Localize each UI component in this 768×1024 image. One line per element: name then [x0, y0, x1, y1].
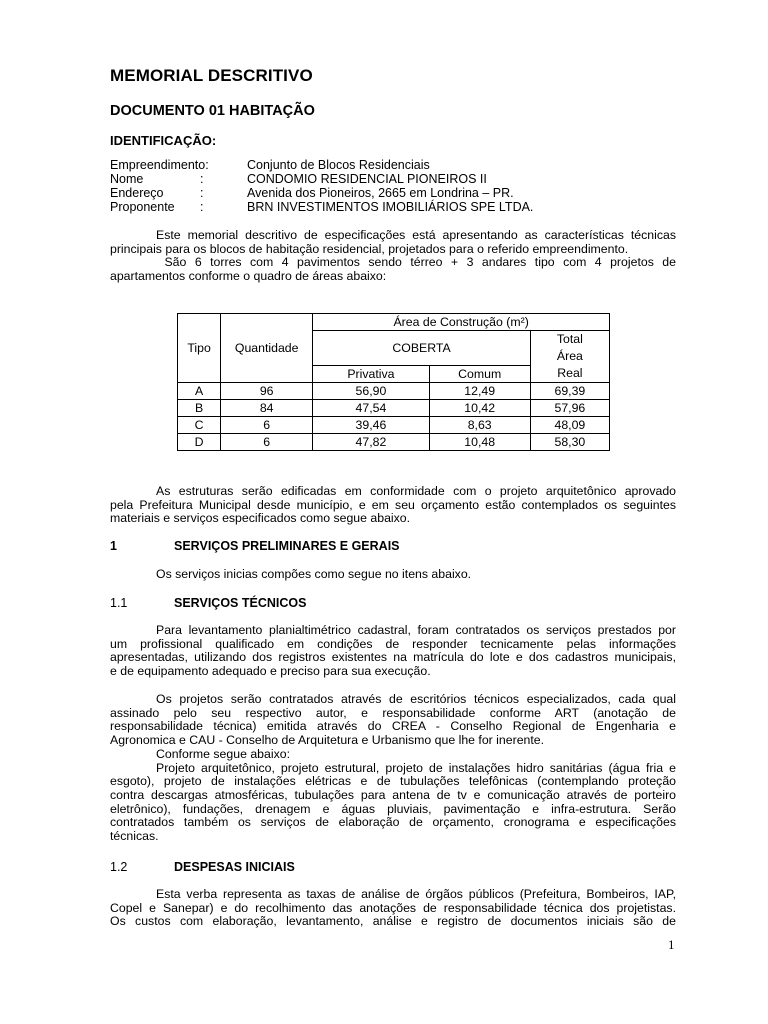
section-1-text: [110, 568, 676, 582]
header-coberta: COBERTA: [313, 331, 530, 366]
id-value: Avenida dos Pioneiros, 2665 em Londrina – PR.: [247, 186, 514, 200]
table-row: [178, 417, 610, 434]
cell-privativa: 47,54: [313, 400, 429, 417]
text-line: e de equipamento adequado e preciso para sua execução.: [110, 664, 431, 679]
cell-tipo: D: [178, 434, 221, 451]
cell-privativa: 47,82: [313, 434, 429, 451]
id-value: BRN INVESTIMENTOS IMOBILIÁRIOS SPE LTDA.: [247, 200, 534, 214]
text-line: Os serviços inicias compões como segue no itens abaixo.: [156, 567, 472, 581]
text-line: técnicas.: [110, 829, 159, 844]
section-number: 1.2: [110, 860, 128, 874]
page-number: 1: [668, 937, 675, 952]
id-colon: :: [200, 172, 204, 186]
table-row: [178, 400, 610, 417]
cell-tipo: C: [178, 417, 221, 434]
text-line: Para levantamento planialtimétrico cadastral, foram contratados os serviços prestados por: [156, 623, 676, 637]
header-privativa: Privativa: [313, 366, 429, 383]
cell-total: 57,96: [530, 400, 609, 417]
text-line: As estruturas serão edificadas em conformidade com o projeto arquitetônico aprovado: [156, 484, 676, 498]
cell-total: 48,09: [530, 417, 609, 434]
structures-paragraph: [110, 485, 676, 526]
text-line: um profissional qualificado em condições de responder tecnicamente pelas informações: [110, 636, 676, 651]
cell-quantidade: 96: [221, 383, 313, 400]
cell-comum: 10,48: [429, 434, 530, 451]
text-line: Conforme segue abaixo:: [156, 746, 290, 761]
id-colon: :: [200, 200, 204, 214]
text-line: apresentadas, utilizando dos registros existentes na matrícula do lote e dos cadastros municipais,: [110, 650, 676, 665]
intro-paragraph: [110, 229, 676, 284]
cell-privativa: 39,46: [313, 417, 429, 434]
id-value: Conjunto de Blocos Residenciais: [247, 158, 430, 172]
header-quantidade: Quantidade: [221, 314, 313, 383]
cell-quantidade: 84: [221, 400, 313, 417]
text-line: Copel e Sanepar) e do recolhimento das anotações de responsabilidade técnica dos projetistas.: [110, 900, 676, 915]
text-line: assinado pelo seu respectivo autor, e responsabilidade conforme ART (anotação de: [110, 705, 676, 720]
table-row: [178, 434, 610, 451]
text-line: Os custos com elaboração, levantamento, análise e registro de documentos iniciais são de: [110, 914, 676, 929]
table-row: [178, 383, 610, 400]
text-line: contratados também os serviços de elaboração de orçamento, cronograma e especificações: [110, 815, 676, 830]
text-line: Projeto arquitetônico, projeto estrutural, projeto de instalações hidro sanitárias (água fria e: [156, 760, 676, 775]
text-line: principais para os blocos de habitação residencial, projetados para o referido empreendimento.: [110, 241, 629, 256]
text-line: apartamentos conforme o quadro de áreas abaixo:: [110, 269, 387, 284]
document-subtitle: DOCUMENTO 01 HABITAÇÃO: [110, 103, 315, 119]
text-line: responsabilidade técnica) emitida através do CREA - Conselho Regional de Engenharia e: [110, 719, 676, 734]
section-title: SERVIÇOS PRELIMINARES E GERAIS: [174, 539, 400, 553]
cell-quantidade: 6: [221, 417, 313, 434]
section-1-1-paragraph-1: [110, 624, 676, 679]
area-table: [177, 313, 610, 451]
cell-tipo: B: [178, 400, 221, 417]
cell-comum: 12,49: [429, 383, 530, 400]
id-label: Nome: [110, 172, 144, 186]
text-line: pela Prefeitura Municipal desde município, e em seu orçamento estão contemplados os seguintes: [110, 497, 676, 512]
text-line: Esta verba representa as taxas de análise de órgãos públicos (Prefeitura, Bombeiros, IAP,: [156, 887, 676, 901]
header-total: Total Área Real: [530, 331, 609, 383]
id-label: Endereço: [110, 186, 164, 200]
text-line: Os projetos serão contratados através de escritórios técnicos especializados, cada qual: [156, 692, 676, 706]
cell-comum: 8,63: [429, 417, 530, 434]
identification-heading: IDENTIFICAÇÃO:: [110, 133, 217, 148]
document-title: MEMORIAL DESCRITIVO: [110, 66, 313, 85]
section-1-1-paragraph-2: [110, 693, 676, 844]
cell-privativa: 56,90: [313, 383, 429, 400]
section-number: 1: [110, 539, 117, 553]
id-label: Empreendimento:: [110, 158, 209, 172]
section-1-2-paragraph: [110, 888, 676, 929]
cell-total: 69,39: [530, 383, 609, 400]
text-line: Este memorial descritivo de especificações está apresentando as características técnicas: [156, 228, 676, 242]
id-colon: :: [200, 186, 204, 200]
section-number: 1.1: [110, 596, 128, 610]
cell-total: 58,30: [530, 434, 609, 451]
text-line: esgoto), projeto de instalações elétricas e de tubulações telefônicas (contemplando proteção: [110, 774, 676, 789]
id-label: Proponente: [110, 200, 175, 214]
section-title: SERVIÇOS TÉCNICOS: [174, 596, 307, 610]
section-title: DESPESAS INICIAIS: [174, 860, 295, 874]
cell-tipo: A: [178, 383, 221, 400]
id-value: CONDOMIO RESIDENCIAL PIONEIROS II: [247, 172, 487, 186]
text-line: Agronomica e CAU - Conselho de Arquitetura e Urbanismo que lhe for inerente.: [110, 733, 545, 748]
text-line: materiais e serviços especificados como segue abaixo.: [110, 511, 411, 526]
text-line: contra descargas atmosféricas, tubulações para antena de tv e comunicação através de porteiro: [110, 787, 676, 802]
cell-quantidade: 6: [221, 434, 313, 451]
header-comum: Comum: [429, 366, 530, 383]
text-line: eletrônico), fundações, drenagem e águas pluviais, pavimentação e infra-estrutura. Serão: [110, 801, 676, 816]
header-tipo: Tipo: [178, 314, 221, 383]
text-line: São 6 torres com 4 pavimentos sendo térreo + 3 andares tipo com 4 projetos de: [156, 255, 676, 270]
cell-comum: 10,42: [429, 400, 530, 417]
header-area: Área de Construção (m²): [313, 314, 610, 331]
